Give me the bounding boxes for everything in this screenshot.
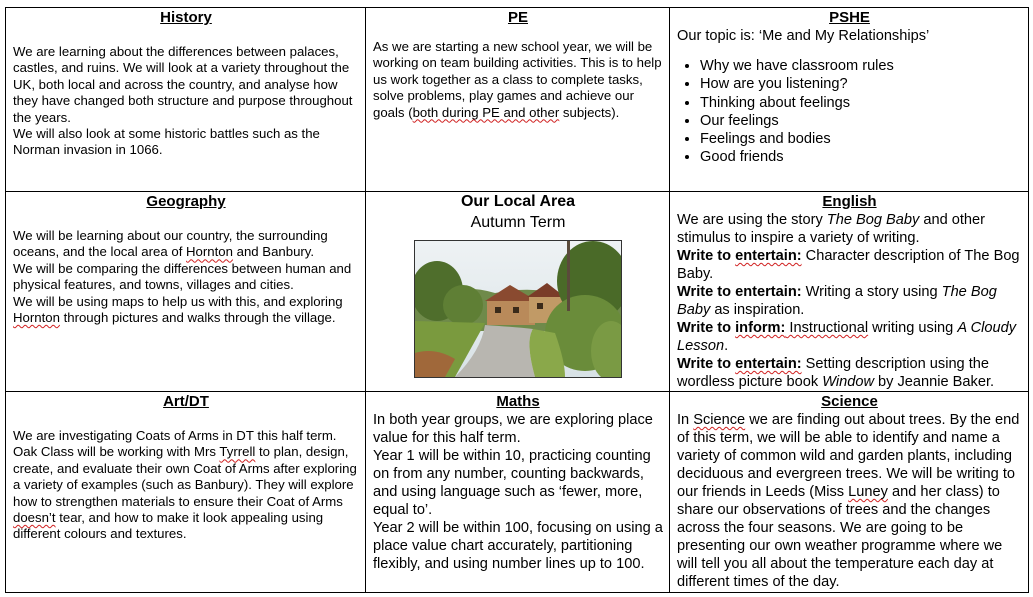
art-flagged-word: Tyrrell	[219, 444, 256, 460]
art-text: tear, and how to make it look appealing using different colours and textures.	[13, 510, 324, 542]
writing-purpose: Write to	[677, 320, 736, 336]
book-title: A Cloudy Lesson	[677, 320, 1017, 354]
writing-purpose: Write to entertain:	[677, 284, 802, 300]
writing-description: by Jeannie Baker.	[873, 374, 995, 390]
history-paragraph-2: We will also look at some historic battles such as the Norman invasion in 1066.	[13, 126, 320, 158]
pe-paragraph	[373, 39, 663, 121]
writing-description: .	[724, 338, 729, 354]
list-item: • Feelings and bodies	[700, 130, 1022, 148]
geography-paragraph-2: We will be comparing the differences between human and physical features, and towns, villages and cities.	[13, 260, 352, 293]
writing-description: Setting description using the wordless picture book	[677, 356, 990, 390]
geography-text: and Banbury.	[232, 244, 315, 260]
pe-cell	[366, 8, 670, 192]
art-paragraph	[13, 428, 359, 543]
art-cell	[6, 392, 366, 593]
art-flagged-word: doesn’t	[13, 510, 56, 526]
geography-flagged-word: Hornton	[186, 244, 233, 260]
writing-description: Character description of The Bog Baby.	[677, 248, 1020, 282]
pe-text-flagged: both during PE and other	[412, 104, 560, 120]
english-intro	[677, 211, 1022, 247]
geography-paragraph-3	[13, 294, 359, 327]
science-text: and her class) to share our observations of trees and the changes across the four seasons. We are going to be presenting our own weather programme where we will tell you all about the temperature each day at different times of the day.	[677, 484, 1003, 590]
science-flagged-word: Science	[693, 412, 746, 428]
local-area-subtitle: Autumn Term	[470, 214, 566, 231]
english-writing-4	[677, 355, 1022, 391]
pe-heading: PE	[507, 9, 528, 26]
geography-text: We will be learning about our country, the surrounding oceans, and the local area of	[13, 228, 328, 260]
geography-paragraph-1	[13, 228, 359, 261]
history-paragraph-1: We are learning about the differences between palaces, castles, and ruins. We will look at a variety throughout the UK, both local and across the country, and analyse how they have changed both structure and purpose throughout the years.	[13, 44, 353, 125]
maths-cell	[366, 392, 670, 593]
history-cell	[6, 8, 366, 192]
geography-text: We will be using maps to help us with this, and exploring	[13, 293, 343, 309]
writing-purpose: Write to	[677, 248, 736, 264]
list-item: • How are you listening?	[700, 75, 1022, 93]
science-text: In	[677, 412, 694, 428]
maths-paragraph-1: In both year groups, we are exploring place value for this half term.	[373, 412, 653, 446]
writing-description: writing using	[868, 320, 958, 336]
english-heading: English	[822, 193, 877, 210]
list-item: • Thinking about feelings	[700, 94, 1022, 112]
list-item: • Our feelings	[700, 112, 1022, 130]
local-area-cell	[366, 192, 670, 392]
writing-description-flagged: Instructional	[785, 320, 869, 336]
writing-description: as inspiration.	[710, 302, 805, 318]
science-cell	[670, 392, 1029, 593]
book-title: The Bog Baby	[677, 284, 997, 318]
science-heading: Science	[821, 393, 878, 410]
book-title: The Bog Baby	[826, 212, 920, 228]
maths-paragraph-2: Year 1 will be within 10, practicing counting on from any number, counting backwards, and using language such as ‘fewer, more, equal to’.	[373, 448, 651, 518]
geography-text: through pictures and walks through the village.	[59, 310, 336, 326]
writing-purpose: Write to	[677, 356, 736, 372]
geography-flagged-word: Hornton	[13, 310, 60, 326]
pe-text: As we are starting a new school year, we will be working on team building activities. This is to help us work together as a class to complete tasks, solve problems, play games and achieve our goals (	[373, 39, 662, 120]
writing-purpose-flagged: entertain:	[735, 356, 802, 372]
pshe-heading: PSHE	[829, 9, 870, 26]
maths-heading: Maths	[496, 393, 540, 410]
art-text: to plan, design, create, and evaluate their own Coat of Arms after exploring a variety of examples (such as Banbury). They will explore how to strengthen materials to ensure their Coat of Arms	[13, 444, 357, 509]
english-writing-1	[677, 247, 1022, 283]
writing-purpose-flagged: entertain:	[735, 248, 802, 264]
writing-description: Writing a story using	[801, 284, 942, 300]
maths-paragraph-3: Year 2 will be within 100, focusing on using a place value chart accurately, partitioning flexibly, and using number lines up to 100.	[373, 520, 663, 572]
village-lane-photo	[414, 240, 622, 378]
geography-heading: Geography	[146, 193, 226, 210]
village-lane-image	[415, 241, 621, 377]
list-item: • Why we have classroom rules	[700, 57, 1022, 75]
geography-cell	[6, 192, 366, 392]
science-paragraph	[677, 411, 1022, 591]
science-text: we are finding out about trees. By the end of this term, we will be able to identify and name a variety of common wild and garden plants, including deciduous and evergreen trees. We will be writing to our friends in Leeds (Miss	[677, 412, 1020, 500]
art-text: We are investigating Coats of Arms in DT this half term. Oak Class will be working with Mrs	[13, 428, 337, 460]
art-heading: Art/DT	[163, 393, 209, 410]
pe-text-end: subjects).	[559, 104, 620, 120]
english-text: We are using the story	[677, 212, 827, 228]
science-flagged-word: Luney	[848, 484, 888, 500]
book-title: Window	[822, 374, 874, 390]
english-cell	[670, 192, 1029, 392]
history-heading: History	[160, 9, 212, 26]
curriculum-grid	[5, 7, 1029, 593]
writing-purpose-flagged: inform:	[735, 320, 786, 336]
english-text: and other stimulus to inspire a variety of writing.	[677, 212, 986, 246]
list-item: • Good friends	[700, 148, 1022, 166]
english-writing-2	[677, 283, 1022, 319]
english-writing-3	[677, 319, 1022, 355]
pshe-topic-list	[677, 57, 1022, 167]
pshe-cell	[670, 8, 1029, 192]
local-area-title: Our Local Area	[460, 193, 576, 210]
pshe-intro: Our topic is: ‘Me and My Relationships’	[677, 28, 930, 44]
